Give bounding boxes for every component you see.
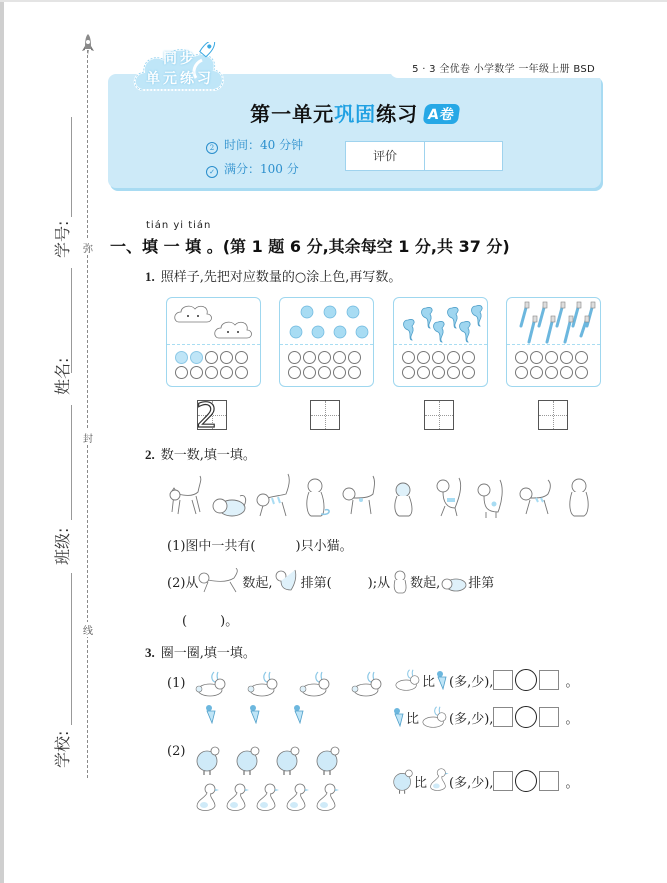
comparison-circle[interactable] — [515, 669, 537, 691]
more-less-choice[interactable]: (多,少), — [449, 674, 494, 690]
circle[interactable] — [190, 366, 203, 379]
circle[interactable] — [235, 351, 248, 364]
student-id-label: 学号: — [53, 220, 72, 258]
circle-grid — [175, 351, 255, 381]
cat-icon — [429, 472, 467, 520]
circle-filled[interactable] — [175, 351, 188, 364]
comparison-circle[interactable] — [515, 770, 537, 792]
circle[interactable] — [447, 366, 460, 379]
question-3 — [145, 642, 256, 661]
circle[interactable] — [515, 366, 528, 379]
circle[interactable] — [175, 366, 188, 379]
circle[interactable] — [220, 366, 233, 379]
sub1-prefix: (1)图中一共有( — [167, 539, 256, 554]
cat-icon — [166, 472, 204, 520]
question-number: 3. — [145, 645, 155, 660]
circle[interactable] — [220, 351, 233, 364]
sub1-suffix: )只小猫。 — [295, 539, 353, 554]
duck-icon — [283, 782, 309, 816]
circle[interactable] — [288, 351, 301, 364]
hen-row — [195, 744, 341, 776]
school-label: 学校: — [53, 730, 72, 768]
more-less-choice[interactable]: (多,少), — [449, 775, 494, 791]
circle[interactable] — [303, 351, 316, 364]
cut-mark: 弥 — [82, 240, 94, 255]
question-number: 1. — [145, 269, 155, 284]
sub2-text: 数起, — [242, 575, 273, 591]
rabbit-icon — [419, 705, 449, 729]
circle[interactable] — [333, 351, 346, 364]
full-score — [206, 160, 299, 178]
cat-icon — [516, 472, 554, 520]
card-clouds — [166, 297, 261, 387]
compare-word: 比 — [422, 674, 436, 690]
number-box-left[interactable] — [493, 707, 513, 727]
card-seahorses — [393, 297, 488, 387]
page-edge-top — [0, 0, 667, 2]
lying-cat-icon — [440, 570, 468, 592]
title-part: 第一单元 — [250, 102, 335, 126]
period: 。 — [565, 711, 579, 727]
circle[interactable] — [560, 366, 573, 379]
question-1 — [145, 266, 401, 285]
circle[interactable] — [235, 366, 248, 379]
card-flowers — [279, 297, 374, 387]
hen-icon — [275, 744, 301, 776]
cat-icon — [472, 472, 510, 520]
rabbit-icon — [246, 670, 280, 698]
compare-word: 比 — [406, 711, 420, 727]
duck-icon — [223, 782, 249, 816]
circle[interactable] — [530, 366, 543, 379]
cloud-icon — [173, 304, 255, 342]
evaluation-box — [345, 141, 503, 171]
circle[interactable] — [515, 351, 528, 364]
question-2-part-2-answer — [182, 610, 238, 629]
rabbit-icon — [350, 670, 384, 698]
cat-icon — [210, 472, 248, 520]
cat-icon — [254, 472, 292, 520]
circle[interactable] — [348, 366, 361, 379]
sitting-cat-icon — [390, 568, 410, 594]
paper-version-badge: A卷 — [423, 104, 461, 124]
cat-icon — [560, 472, 598, 520]
number-box-right[interactable] — [539, 670, 559, 690]
worksheet-header — [108, 51, 603, 190]
circle[interactable] — [575, 351, 588, 364]
hen-icon — [235, 744, 261, 776]
page-title — [108, 98, 601, 127]
circle[interactable] — [417, 351, 430, 364]
duck-icon — [193, 782, 219, 816]
circle[interactable] — [462, 351, 475, 364]
time-limit — [206, 136, 303, 154]
cut-mark: 线 — [82, 622, 94, 637]
walking-cat-icon — [198, 568, 242, 594]
carrot-icon — [204, 704, 218, 724]
cat-icon — [385, 472, 423, 520]
hen-icon — [195, 744, 221, 776]
hen-icon — [392, 767, 414, 795]
number-box-right[interactable] — [539, 771, 559, 791]
circle-grid — [515, 351, 595, 381]
card-toothbrushes — [506, 297, 601, 387]
question-text: 数一数,填一填。 — [160, 448, 256, 463]
circle[interactable] — [288, 366, 301, 379]
class-line[interactable] — [71, 405, 72, 520]
sub2-text: 排第( — [300, 575, 332, 591]
binding-cut-line — [87, 50, 88, 778]
carrot-icon — [292, 704, 306, 724]
circle[interactable] — [462, 366, 475, 379]
circle[interactable] — [348, 351, 361, 364]
name-label: 姓名: — [53, 357, 72, 395]
circle[interactable] — [575, 366, 588, 379]
question-2 — [145, 444, 256, 463]
compare-rabbit-carrot — [392, 668, 578, 692]
circle-filled[interactable] — [190, 351, 203, 364]
flower-icon — [284, 302, 370, 342]
duck-icon — [427, 767, 449, 795]
circle[interactable] — [432, 366, 445, 379]
cat-icon — [341, 472, 379, 520]
title-highlight: 巩固 — [334, 102, 377, 126]
duck-icon — [313, 782, 339, 816]
period: 。 — [565, 775, 579, 791]
sub2-text: 排第 — [468, 575, 495, 591]
circle[interactable] — [402, 351, 415, 364]
question-text: 圈一圈,填一填。 — [160, 646, 256, 661]
rabbit-icon — [298, 670, 332, 698]
circle-grid — [288, 351, 368, 381]
circle[interactable] — [402, 366, 415, 379]
rabbit-icon — [392, 668, 422, 692]
carrot-icon — [392, 707, 406, 727]
more-less-choice[interactable]: (多,少), — [449, 711, 494, 727]
circle[interactable] — [545, 366, 558, 379]
part-2-label — [167, 744, 185, 759]
circle-grid — [402, 351, 482, 381]
circle[interactable] — [530, 351, 543, 364]
standing-cat-icon — [273, 568, 301, 594]
circle[interactable] — [205, 366, 218, 379]
part-label: (2) — [167, 744, 186, 759]
duck-icon — [253, 782, 279, 816]
answer-blank[interactable]: ( )。 — [182, 614, 239, 629]
question-2-part-1 — [167, 535, 353, 554]
circle[interactable] — [205, 351, 218, 364]
title-part: 练习 — [376, 102, 419, 126]
part-1-label — [167, 676, 185, 691]
seahorse-icon — [398, 300, 484, 344]
duck-row — [193, 782, 339, 816]
answer-box-toothbrushes[interactable] — [538, 400, 568, 430]
evaluation-field[interactable] — [425, 142, 502, 170]
circle[interactable] — [417, 366, 430, 379]
answer-example: 2 — [196, 396, 218, 436]
student-id-line[interactable] — [71, 117, 72, 217]
full-score-text: 满分：100 分 — [224, 162, 299, 176]
series-badge-line2: 单元练习 — [146, 71, 214, 87]
number-box-left[interactable] — [493, 670, 513, 690]
carrot-icon — [435, 670, 449, 690]
class-label: 班级: — [53, 527, 72, 565]
sub2-text: 数起, — [410, 575, 441, 591]
school-line[interactable] — [71, 573, 72, 725]
circle[interactable] — [318, 366, 331, 379]
counting-cards — [166, 297, 600, 387]
sub2-text: );从 — [367, 575, 391, 591]
question-number: 2. — [145, 447, 155, 462]
hen-icon — [315, 744, 341, 776]
rocket-icon — [80, 33, 96, 59]
header-meta-tab — [390, 60, 601, 78]
circle[interactable] — [333, 366, 346, 379]
check-circle-icon: ✓ — [206, 166, 218, 178]
compare-carrot-rabbit — [392, 705, 578, 729]
circle[interactable] — [432, 351, 445, 364]
circle[interactable] — [303, 366, 316, 379]
sub2-text: (2)从 — [167, 575, 199, 591]
compare-hen-duck — [392, 767, 578, 795]
number-box-left[interactable] — [493, 771, 513, 791]
toothbrush-icon — [513, 300, 597, 344]
time-limit-text: 时间：40 分钟 — [224, 138, 304, 152]
section-title: 一、填 一 填 。(第 1 题 6 分,其余每空 1 分,共 37 分) — [110, 237, 510, 256]
circle[interactable] — [447, 351, 460, 364]
page-edge — [0, 0, 4, 883]
answer-box-flowers[interactable] — [310, 400, 340, 430]
rabbit-row — [194, 670, 384, 698]
rabbit-icon — [194, 670, 228, 698]
answer-box-clouds[interactable] — [196, 396, 227, 436]
question-text: 照样子,先把对应数量的○涂上色,再写数。 — [160, 270, 402, 285]
circle[interactable] — [560, 351, 573, 364]
answer-box-seahorses[interactable] — [424, 400, 454, 430]
question-2-part-2 — [167, 568, 494, 594]
period: 。 — [565, 674, 579, 690]
circle[interactable] — [318, 351, 331, 364]
series-badge-line1: 同步 — [163, 51, 197, 67]
carrot-row — [204, 704, 306, 724]
number-box-right[interactable] — [539, 707, 559, 727]
book-meta: 5 · 3 全优卷 小学数学 一年级上册 BSD — [412, 64, 595, 75]
cut-mark: 封 — [82, 430, 94, 445]
comparison-circle[interactable] — [515, 706, 537, 728]
cat-row — [166, 472, 598, 524]
part-label: (1) — [167, 676, 186, 691]
carrot-icon — [248, 704, 262, 724]
evaluation-label: 评价 — [346, 142, 425, 170]
pinyin-annotation: tián yi tián — [146, 220, 212, 231]
compare-word: 比 — [414, 775, 428, 791]
clock-icon: 2 — [206, 142, 218, 154]
circle[interactable] — [545, 351, 558, 364]
cat-icon — [297, 472, 335, 520]
